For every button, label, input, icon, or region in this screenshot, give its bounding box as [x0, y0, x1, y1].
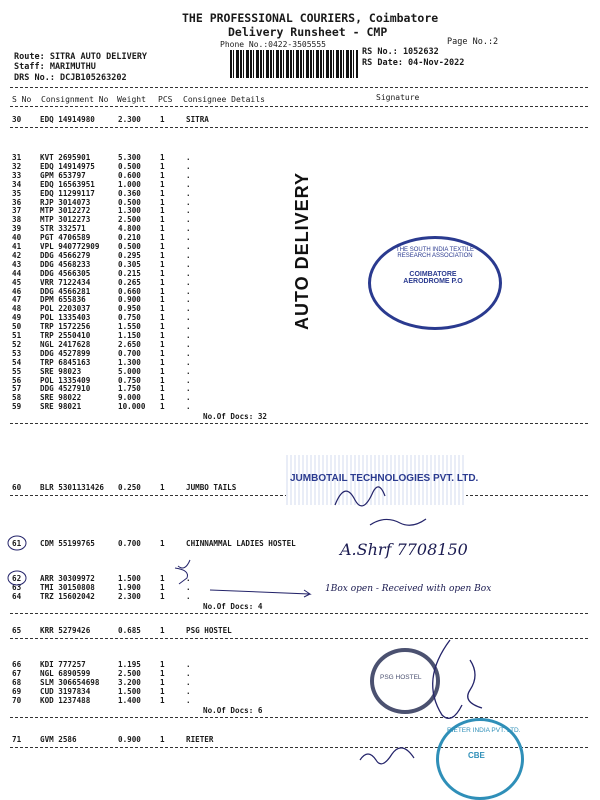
- row-sno: 55: [12, 366, 22, 376]
- row-wt: 1.195: [118, 660, 141, 669]
- row-pcs: 1: [160, 161, 165, 171]
- row-sno: 51: [12, 331, 22, 340]
- sitra-stamp-center: COIMBATORE AERODROME P.O: [403, 271, 463, 285]
- row-cons: POL 1335409: [40, 375, 91, 385]
- row-sno: 49: [12, 313, 22, 323]
- route-label: Route: SITRA AUTO DELIVERY: [14, 52, 148, 62]
- page-number: Page No.:2: [447, 37, 499, 47]
- row-wt: 3.200: [118, 677, 141, 687]
- row-pcs: 1: [160, 695, 165, 705]
- row-wt: 0.295: [118, 250, 141, 260]
- row-sno: 58: [12, 393, 22, 403]
- row-cons: EDQ 11299117: [40, 188, 95, 198]
- row-wt: 0.210: [118, 233, 141, 243]
- row-consignee: .: [186, 357, 191, 367]
- row-consignee: .: [186, 304, 191, 314]
- row-consignee: .: [186, 686, 191, 696]
- row-sno: 70: [12, 695, 22, 705]
- row-pcs: 1: [160, 686, 165, 696]
- row-consignee: .: [186, 331, 191, 340]
- psg-stamp-text: PSG HOSTEL: [380, 674, 422, 681]
- handwritten-box-note: 1Box open - Received with open Box: [325, 584, 492, 594]
- row-cons: EDQ 16563951: [40, 179, 95, 189]
- row-pcs: 1: [160, 277, 165, 287]
- row-cons: VPL 940772909: [40, 242, 100, 251]
- handwritten-phone-note: A.Shrf 7708150: [340, 540, 468, 559]
- col-sno: S No: [12, 95, 32, 104]
- row-wt: 0.305: [118, 259, 141, 269]
- row-cons: DDG 4566279: [40, 250, 91, 260]
- docs-count: No.Of Docs: 32: [203, 412, 268, 422]
- rieter-stamp-text: RIETER INDIA PVT. LTD.: [447, 727, 521, 734]
- row-consignee: .: [186, 295, 191, 305]
- row-pcs: 1: [160, 224, 165, 234]
- row-wt: 5.300: [118, 153, 141, 162]
- row-pcs: 1: [160, 153, 165, 162]
- row-consignee: .: [186, 179, 191, 189]
- row-consignee: .: [186, 313, 191, 323]
- row-sno: 67: [12, 668, 22, 678]
- row-sno: 41: [12, 242, 22, 251]
- row-cons: NGL 2417628: [40, 339, 91, 349]
- row-cons: TRZ 15602042: [40, 591, 95, 601]
- row-sno: 69: [12, 686, 22, 696]
- row-consignee: .: [186, 242, 191, 251]
- row-wt: 9.000: [118, 393, 141, 403]
- rs-date: RS Date: 04-Nov-2022: [362, 58, 465, 68]
- row-cons: POL 1335403: [40, 313, 91, 323]
- row-consignee: RIETER: [186, 735, 214, 744]
- row-consignee: .: [186, 215, 191, 225]
- row-sno: 30: [12, 115, 22, 124]
- row-pcs: 1: [160, 574, 165, 583]
- row-sno: 65: [12, 626, 22, 635]
- row-consignee: PSG HOSTEL: [186, 626, 232, 635]
- row-pcs: 1: [160, 170, 165, 180]
- row-consignee: SITRA: [186, 115, 209, 124]
- row-consignee: .: [186, 393, 191, 403]
- row-sno: 40: [12, 233, 22, 243]
- row-sno: 35: [12, 188, 22, 198]
- row-pcs: 1: [160, 393, 165, 403]
- row-wt: 1.300: [118, 206, 141, 216]
- row-sno: 60: [12, 483, 22, 492]
- row-cons: KVT 2695901: [40, 153, 91, 162]
- row-pcs: 1: [160, 331, 165, 340]
- row-consignee: .: [186, 366, 191, 376]
- row-pcs: 1: [160, 375, 165, 385]
- row-pcs: 1: [160, 215, 165, 225]
- row-wt: 0.900: [118, 295, 141, 305]
- row-pcs: 1: [160, 348, 165, 358]
- row-consignee: .: [186, 660, 191, 669]
- row-sno: 66: [12, 660, 22, 669]
- row-consignee: .: [186, 574, 191, 583]
- company-title: THE PROFESSIONAL COURIERS, Coimbatore: [182, 11, 439, 25]
- row-wt: 2.300: [118, 591, 141, 601]
- row-pcs: 1: [160, 539, 165, 548]
- row-wt: 0.750: [118, 375, 141, 385]
- phone-number: Phone No.:0422-3505555: [220, 40, 326, 49]
- row-sno: 31: [12, 153, 22, 162]
- row-wt: 0.500: [118, 197, 141, 207]
- row-pcs: 1: [160, 384, 165, 394]
- row-sno: 64: [12, 591, 22, 601]
- row-cons: ARR 30309972: [40, 574, 95, 583]
- row-consignee: .: [186, 677, 191, 687]
- row-wt: 0.685: [118, 626, 141, 635]
- row-consignee: .: [186, 384, 191, 394]
- row-pcs: 1: [160, 483, 165, 492]
- row-cons: TMI 30150808: [40, 582, 95, 592]
- docs-count: No.Of Docs: 4: [203, 601, 263, 611]
- drs-number: DRS No.: DCJB105263202: [14, 73, 127, 83]
- row-pcs: 1: [160, 402, 165, 412]
- row-pcs: 1: [160, 735, 165, 744]
- row-cons: TRP 1572256: [40, 322, 91, 332]
- row-consignee: .: [186, 582, 191, 592]
- row-wt: 1.400: [118, 695, 141, 705]
- row-pcs: 1: [160, 626, 165, 635]
- row-cons: POL 2203037: [40, 304, 91, 314]
- row-consignee: .: [186, 161, 191, 171]
- row-pcs: 1: [160, 206, 165, 216]
- row-wt: 2.500: [118, 668, 141, 678]
- row-pcs: 1: [160, 313, 165, 323]
- row-wt: 0.360: [118, 188, 141, 198]
- row-consignee: .: [186, 224, 191, 234]
- row-sno: 45: [12, 277, 22, 287]
- row-cons: DDG 4568233: [40, 259, 91, 269]
- row-pcs: 1: [160, 677, 165, 687]
- row-pcs: 1: [160, 286, 165, 296]
- row-pcs: 1: [160, 668, 165, 678]
- row-wt: 0.500: [118, 161, 141, 171]
- row-sno: 43: [12, 259, 22, 269]
- row-pcs: 1: [160, 115, 165, 124]
- row-sno: 32: [12, 161, 22, 171]
- row-sno: 37: [12, 206, 22, 216]
- row-sno: 33: [12, 170, 22, 180]
- col-weight: Weight: [117, 95, 146, 104]
- docs-count: No.Of Docs: 6: [203, 705, 263, 715]
- row-sno: 39: [12, 224, 22, 234]
- row-wt: 1.000: [118, 179, 141, 189]
- row-cons: TRP 6845163: [40, 357, 91, 367]
- row-cons: GVM 2586: [40, 735, 77, 744]
- row-cons: GPM 653797: [40, 170, 86, 180]
- sitra-stamp-text: THE SOUTH INDIA TEXTILE RESEARCH ASSOCIATION: [396, 247, 474, 259]
- row-consignee: .: [186, 250, 191, 260]
- row-cons: PGT 4706589: [40, 233, 91, 243]
- rieter-stamp-center: CBE: [468, 751, 485, 760]
- auto-delivery-stamp: AUTO DELIVERY: [292, 171, 312, 330]
- row-sno: 63: [12, 582, 22, 592]
- row-consignee: .: [186, 591, 191, 601]
- row-consignee: .: [186, 402, 191, 412]
- col-consignee: Consignee Details: [183, 95, 265, 104]
- row-sno: 34: [12, 179, 22, 189]
- row-cons: RJP 3014073: [40, 197, 91, 207]
- row-pcs: 1: [160, 322, 165, 332]
- row-pcs: 1: [160, 268, 165, 278]
- row-wt: 0.600: [118, 170, 141, 180]
- row-sno: 50: [12, 322, 22, 332]
- row-sno: 46: [12, 286, 22, 296]
- row-consignee: .: [186, 286, 191, 296]
- row-wt: 2.500: [118, 215, 141, 225]
- row-sno: 38: [12, 215, 22, 225]
- row-pcs: 1: [160, 188, 165, 198]
- row-sno: 47: [12, 295, 22, 305]
- row-wt: 1.900: [118, 582, 141, 592]
- row-cons: DDG 4527899: [40, 348, 91, 358]
- row-consignee: .: [186, 375, 191, 385]
- row-cons: VRR 7122434: [40, 277, 91, 287]
- row-cons: MTP 3012273: [40, 215, 91, 225]
- rs-number: RS No.: 1052632: [362, 47, 439, 57]
- row-cons: DDG 4566305: [40, 268, 91, 278]
- row-pcs: 1: [160, 339, 165, 349]
- row-cons: SLM 306654698: [40, 677, 100, 687]
- row-pcs: 1: [160, 233, 165, 243]
- row-wt: 0.215: [118, 268, 141, 278]
- row-sno: 71: [12, 735, 22, 744]
- row-wt: 1.150: [118, 331, 141, 340]
- row-cons: KRR 5279426: [40, 626, 91, 635]
- row-cons: DDG 4566281: [40, 286, 91, 296]
- row-pcs: 1: [160, 304, 165, 314]
- col-pcs: PCS: [158, 95, 173, 104]
- row-cons: TRP 2550410: [40, 331, 91, 340]
- row-wt: 2.300: [118, 115, 141, 124]
- row-wt: 1.500: [118, 686, 141, 696]
- row-cons: SRE 98022: [40, 393, 82, 403]
- row-cons: SRE 98021: [40, 402, 82, 412]
- row-pcs: 1: [160, 295, 165, 305]
- jumbotail-stamp-text: JUMBOTAIL TECHNOLOGIES PVT. LTD.: [290, 473, 479, 484]
- row-wt: 2.650: [118, 339, 141, 349]
- row-sno: 68: [12, 677, 22, 687]
- row-wt: 4.800: [118, 224, 141, 234]
- row-consignee: CHINNAMMAL LADIES HOSTEL: [186, 539, 296, 548]
- row-wt: 0.950: [118, 304, 141, 314]
- row-consignee: .: [186, 188, 191, 198]
- row-wt: 0.750: [118, 313, 141, 323]
- row-sno: 42: [12, 250, 22, 260]
- row-cons: EDQ 14914980: [40, 115, 95, 124]
- row-cons: KOD 1237488: [40, 695, 91, 705]
- row-sno: 44: [12, 268, 22, 278]
- row-consignee: .: [186, 339, 191, 349]
- col-signature: Signature: [376, 93, 420, 102]
- row-sno: 36: [12, 197, 22, 207]
- row-pcs: 1: [160, 591, 165, 601]
- row-wt: 1.500: [118, 574, 141, 583]
- row-pcs: 1: [160, 660, 165, 669]
- row-wt: 0.265: [118, 277, 141, 287]
- row-wt: 0.700: [118, 539, 141, 548]
- row-cons: DPM 655836: [40, 295, 86, 305]
- row-pcs: 1: [160, 197, 165, 207]
- row-cons: NGL 6890599: [40, 668, 91, 678]
- row-consignee: .: [186, 695, 191, 705]
- row-cons: CUD 3197834: [40, 686, 91, 696]
- row-cons: KDI 777257: [40, 660, 86, 669]
- row-consignee: .: [186, 322, 191, 332]
- row-cons: CDM 55199765: [40, 539, 95, 548]
- row-wt: 0.900: [118, 735, 141, 744]
- row-cons: SRE 98023: [40, 366, 82, 376]
- row-sno: 56: [12, 375, 22, 385]
- row-consignee: .: [186, 668, 191, 678]
- row-sno: 54: [12, 357, 22, 367]
- row-cons: STR 332571: [40, 224, 86, 234]
- row-wt: 0.700: [118, 348, 141, 358]
- row-consignee: .: [186, 348, 191, 358]
- row-wt: 0.500: [118, 242, 141, 251]
- row-sno: 48: [12, 304, 22, 314]
- row-consignee: .: [186, 197, 191, 207]
- row-pcs: 1: [160, 357, 165, 367]
- row-wt: 1.550: [118, 322, 141, 332]
- row-pcs: 1: [160, 259, 165, 269]
- row-consignee: .: [186, 170, 191, 180]
- row-wt: 0.250: [118, 483, 141, 492]
- row-consignee: .: [186, 153, 191, 162]
- row-cons: DDG 4527910: [40, 384, 91, 394]
- row-consignee: .: [186, 259, 191, 269]
- row-wt: 1.750: [118, 384, 141, 394]
- row-cons: EDQ 14914975: [40, 161, 95, 171]
- row-wt: 10.000: [118, 402, 146, 412]
- row-sno: 57: [12, 384, 22, 394]
- row-pcs: 1: [160, 582, 165, 592]
- row-consignee: .: [186, 233, 191, 243]
- row-sno: 53: [12, 348, 22, 358]
- row-sno: 59: [12, 402, 22, 412]
- row-sno: 61: [12, 539, 22, 548]
- row-consignee: .: [186, 206, 191, 216]
- row-cons: MTP 3012272: [40, 206, 91, 216]
- row-pcs: 1: [160, 250, 165, 260]
- row-pcs: 1: [160, 242, 165, 251]
- row-wt: 0.660: [118, 286, 141, 296]
- row-consignee: JUMBO TAILS: [186, 483, 237, 492]
- sheet-title: Delivery Runsheet - CMP: [228, 25, 388, 39]
- row-wt: 1.300: [118, 357, 141, 367]
- row-pcs: 1: [160, 366, 165, 376]
- col-consignment: Consignment No: [41, 95, 109, 104]
- row-pcs: 1: [160, 179, 165, 189]
- row-sno: 62: [12, 574, 22, 583]
- staff-label: Staff: MARIMUTHU: [14, 62, 96, 72]
- row-sno: 52: [12, 339, 22, 349]
- row-consignee: .: [186, 277, 191, 287]
- row-cons: BLR 5301131426: [40, 483, 105, 492]
- row-consignee: .: [186, 268, 191, 278]
- row-wt: 5.000: [118, 366, 141, 376]
